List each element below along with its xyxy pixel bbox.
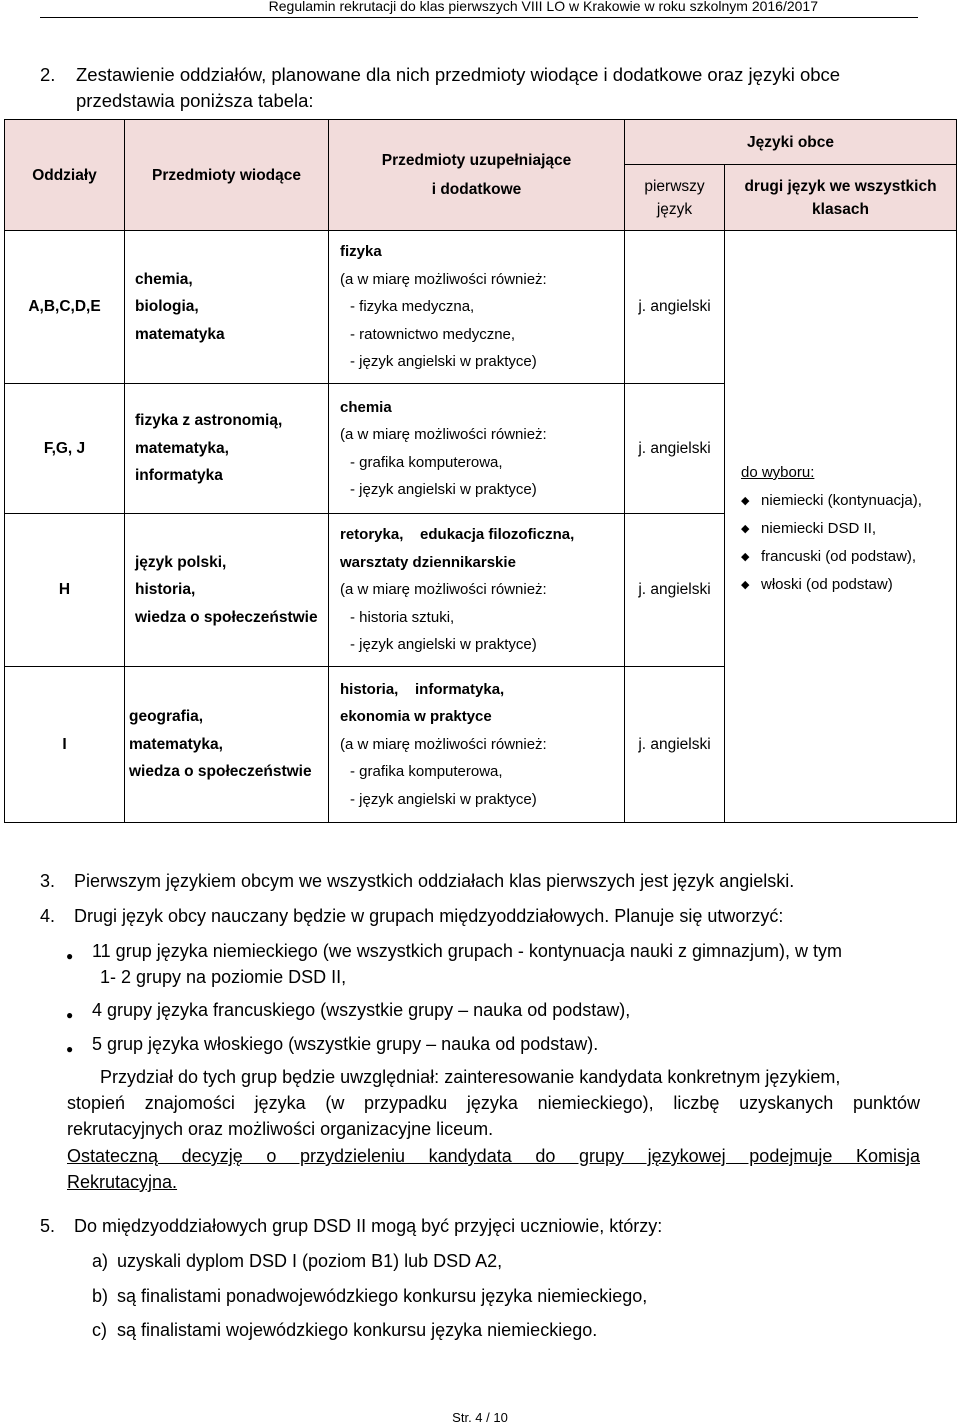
bullet-1-cont: 1- 2 grupy na poziomie DSD II, bbox=[100, 967, 347, 987]
classes-table bbox=[4, 119, 957, 823]
cell-uzupelniajace bbox=[329, 514, 625, 667]
uzup-line: - język angielski w praktyce) bbox=[350, 481, 537, 498]
uzup-line: - język angielski w praktyce) bbox=[350, 790, 537, 808]
wiodace-line: matematyka bbox=[135, 325, 225, 343]
cell-wiodace bbox=[125, 667, 329, 823]
wiodace-line: wiedza o społeczeństwie bbox=[135, 608, 318, 626]
uzup-line: - język angielski w praktyce) bbox=[350, 353, 537, 371]
para-line-2: stopień znajomości języka (w przypadku języka niemieckiego), liczbę uzyskanych punktów bbox=[67, 1093, 920, 1113]
page-header bbox=[0, 0, 960, 14]
wiodace-line: wiedza o społeczeństwie bbox=[129, 763, 312, 781]
cell-oddzialy: A,B,C,D,E bbox=[5, 231, 125, 384]
cell-pierwszy: j. angielski bbox=[625, 231, 725, 384]
cell-uzupelniajace bbox=[329, 667, 625, 823]
bullet-icon: ● bbox=[66, 1008, 74, 1022]
item-text: są finalistami wojewódzkiego konkursu języka niemieckiego. bbox=[117, 1320, 598, 1340]
page-footer: Str. 4 / 10 bbox=[452, 1410, 508, 1425]
list-item: ◆ włoski (od podstaw) bbox=[741, 571, 956, 599]
header-drugi-line2: klasach bbox=[812, 200, 869, 218]
header-uzupelniajace bbox=[329, 120, 625, 231]
drugi-options-list bbox=[741, 487, 956, 599]
p3-text: Pierwszym językiem obcym we wszystkich oddziałach klas pierwszych jest język angielski. bbox=[74, 871, 795, 891]
header-oddzialy: Oddziały bbox=[5, 120, 125, 231]
uzup-line: (a w miarę możliwości również: bbox=[340, 426, 547, 443]
cell-wiodace bbox=[125, 384, 329, 514]
item-label: b) bbox=[92, 1286, 109, 1306]
header-rule bbox=[40, 17, 918, 18]
cell-uzupelniajace bbox=[329, 384, 625, 514]
uzup-line: - fizyka medyczna, bbox=[350, 298, 475, 316]
p4-text: Drugi język obcy nauczany będzie w grupach międzyoddziałowych. Planuje się utworzyć: bbox=[74, 906, 784, 926]
cell-pierwszy: j. angielski bbox=[625, 384, 725, 514]
item-text: są finalistami ponadwojewódzkiego konkursu języka niemieckiego, bbox=[117, 1286, 648, 1306]
item-label: a) bbox=[92, 1251, 109, 1271]
cell-oddzialy: F,G, J bbox=[5, 384, 125, 514]
cell-wiodace bbox=[125, 514, 329, 667]
cell-pierwszy: j. angielski bbox=[625, 514, 725, 667]
para-line-1: Przydział do tych grup będzie uwzględniał: zainteresowanie kandydata konkretnym językiem, bbox=[100, 1067, 841, 1087]
cell-pierwszy: j. angielski bbox=[625, 667, 725, 823]
list-item: ◆ niemiecki DSD II, bbox=[741, 515, 956, 543]
header-title: Regulamin rekrutacji do klas pierwszych VIII LO w Krakowie w roku szkolnym 2016/2017 bbox=[268, 0, 818, 14]
wiodace-line: chemia, bbox=[135, 270, 193, 288]
wiodace-line: geografia, bbox=[129, 708, 204, 726]
header-drugi-line1: drugi język we wszystkich bbox=[744, 177, 937, 195]
para-line-3: rekrutacyjnych oraz możliwości organizacyjne liceum. bbox=[67, 1119, 494, 1139]
uzup-line: - ratownictwo medyczne, bbox=[350, 325, 516, 343]
table-header-row-1 bbox=[5, 120, 957, 165]
uzup-line: - język angielski w praktyce) bbox=[350, 636, 537, 654]
uzup-line: - grafika komputerowa, bbox=[350, 763, 503, 781]
header-pierwszy-line2: język bbox=[656, 200, 693, 218]
list-item: ◆ francuski (od podstaw), bbox=[741, 543, 956, 571]
decision-line-2: Rekrutacyjna. bbox=[67, 1172, 178, 1192]
uzup-bold-line: retoryka, edukacja filozoficzna, bbox=[340, 526, 575, 544]
section-2-number: 2. bbox=[40, 64, 56, 85]
header-uzup-line2: i dodatkowe bbox=[431, 181, 522, 198]
decision-line-1: Ostateczną decyzję o przydzieleniu kandydata do grupy językowej podejmuje Komisja bbox=[67, 1146, 920, 1166]
uzup-line: - grafika komputerowa, bbox=[350, 453, 503, 471]
drugi-label: do wyboru: bbox=[741, 464, 815, 481]
wiodace-line: matematyka, bbox=[129, 735, 223, 753]
uzup-bold-line: warsztaty dziennikarskie bbox=[340, 553, 516, 571]
header-uzup-line1: Przedmioty uzupełniające bbox=[381, 152, 572, 169]
wiodace-line: język polski, bbox=[135, 553, 227, 571]
uzup-line: (a w miarę możliwości również: bbox=[340, 270, 547, 288]
bullet-2: 4 grupy języka francuskiego (wszystkie grupy – nauka od podstaw), bbox=[92, 1000, 631, 1020]
uzup-line: (a w miarę możliwości również: bbox=[340, 581, 547, 599]
uzup-line: (a w miarę możliwości również: bbox=[340, 735, 547, 753]
item-label: c) bbox=[92, 1320, 107, 1340]
bullet-icon: ● bbox=[66, 949, 74, 963]
cell-wiodace bbox=[125, 231, 329, 384]
wiodace-line: historia, bbox=[135, 581, 196, 599]
p4-number: 4. bbox=[40, 906, 56, 926]
list-item: ◆ niemiecki (kontynuacja), bbox=[741, 487, 956, 515]
header-pierwszy bbox=[625, 165, 725, 231]
cell-uzupelniajace bbox=[329, 231, 625, 384]
p5-text: Do międzyoddziałowych grup DSD II mogą być przyjęci uczniowie, którzy: bbox=[74, 1216, 663, 1236]
table-row bbox=[5, 231, 957, 384]
bullet-3: 5 grup języka włoskiego (wszystkie grupy – nauka od podstaw). bbox=[92, 1034, 599, 1054]
uzup-bold-line: fizyka bbox=[340, 243, 382, 261]
uzup-bold-line: historia, informatyka, bbox=[340, 680, 505, 698]
header-drugi bbox=[725, 165, 957, 231]
section-2-text: Zestawienie oddziałów, planowane dla nich przedmioty wiodące i dodatkowe oraz języki obce przedstawia poniższa tabela: bbox=[76, 64, 841, 111]
wiodace-line: matematyka, bbox=[135, 439, 229, 457]
p5-number: 5. bbox=[40, 1216, 56, 1236]
cell-oddzialy: H bbox=[5, 514, 125, 667]
wiodace-line: informatyka bbox=[135, 467, 223, 485]
uzup-line: - historia sztuki, bbox=[350, 608, 455, 626]
wiodace-line: biologia, bbox=[135, 298, 199, 316]
header-jezyki-obce: Języki obce bbox=[625, 120, 957, 165]
uzup-bold-line: chemia bbox=[340, 398, 392, 416]
uzup-bold-line: ekonomia w praktyce bbox=[340, 708, 492, 726]
bullet-1: 11 grup języka niemieckiego (we wszystkich grupach - kontynuacja nauki z gimnazjum), w tym bbox=[92, 941, 842, 961]
bullet-icon: ● bbox=[66, 1042, 74, 1056]
cell-oddzialy: I bbox=[5, 667, 125, 823]
cell-drugi-jezyk bbox=[725, 231, 957, 823]
item-text: uzyskali dyplom DSD I (poziom B1) lub DSD A2, bbox=[117, 1251, 503, 1271]
wiodace-line: fizyka z astronomią, bbox=[135, 412, 283, 430]
header-pierwszy-line1: pierwszy bbox=[644, 177, 705, 195]
header-wiodace: Przedmioty wiodące bbox=[125, 120, 329, 231]
p3-number: 3. bbox=[40, 871, 56, 891]
